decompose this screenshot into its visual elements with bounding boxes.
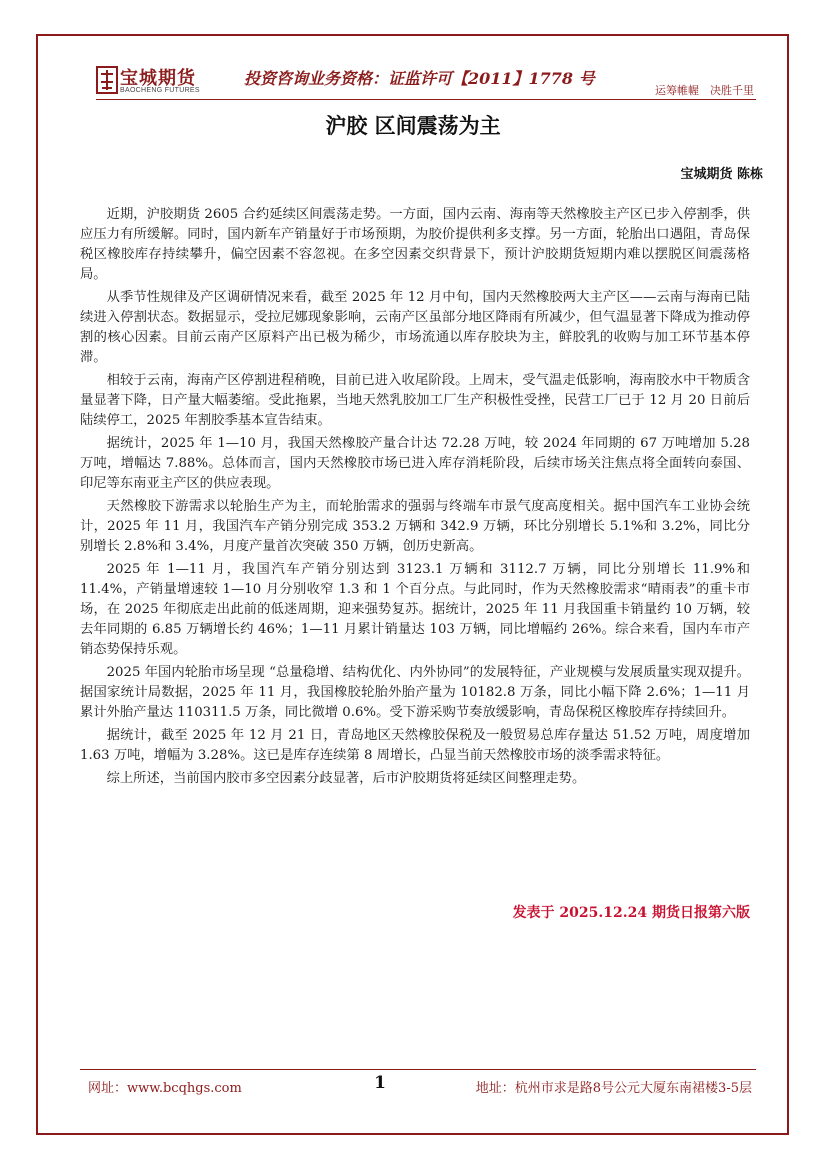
footer-divider xyxy=(80,1069,756,1070)
page-number: 1 xyxy=(374,1073,386,1093)
header-divider xyxy=(96,99,756,100)
publication-note: 发表于 2025.12.24 期货日报第六版 xyxy=(512,905,750,921)
paragraph: 综上所述，当前国内胶市多空因素分歧显著，后市沪胶期货将延续区间整理走势。 xyxy=(106,771,586,786)
paragraph: 2025 年国内轮胎市场呈现 “总量稳增、结构优化、内外协同”的发展特征，产业规模与发展质量实现双提升。据国家统计局数据，2025 年 11 月，我国橡胶轮胎外胎产量为 10182.8 万条，同比小幅下降 2.6%；1—11 月累计外胎产量达 110311.5 万条，同比微增 0.6%。受下游采购节奏放缓影响，青岛保税区橡胶库存持续回升。 xyxy=(80,665,750,720)
paragraph: 相较于云南，海南产区停割进程稍晚，目前已进入收尾阶段。上周末，受气温走低影响，海南胶水中干物质含量显著下降，日产量大幅萎缩。受此拖累，当地天然乳胶加工厂生产积极性受挫，民营工厂已于 12 月 20 日前后陆续停工，2025 年割胶季基本宣告结束。 xyxy=(80,373,750,428)
logo-chinese-name: 宝城期货 xyxy=(120,68,196,89)
logo-english-name: BAOCHENG FUTURES xyxy=(120,87,200,94)
paragraph: 2025 年 1—11 月，我国汽车产销分别达到 3123.1 万辆和 3112.7 万辆，同比分别增长 11.9%和 11.4%，产销量增速较 1—10 月分别收窄 1.3 和 1 个百分点。与此同时，作为天然橡胶需求“晴雨表”的重卡市场，在 2025 年彻底走出此前的低迷周期，迎来强势复苏。据统计，2025 年 11 月我国重卡销量约 10 万辆，较去年同期的 6.85 万辆增长约 46%；1—11 月累计销量达 103 万辆，同比增幅约 26%。综合来看，国内车市产销态势保持乐观。 xyxy=(80,562,750,657)
page-header xyxy=(96,64,756,100)
logo-mark-icon xyxy=(96,66,118,94)
paragraph: 近期，沪胶期货 2605 合约延续区间震荡走势。一方面，国内云南、海南等天然橡胶主产区已步入停割季，供应压力有所缓解。同时，国内新车产销量好于市场预期，为胶价提供利多支撑。另一方面，轮胎出口遇阻，青岛保税区橡胶库存持续攀升，偏空因素不容忽视。在多空因素交织背景下，预计沪胶期货短期内难以摆脱区间震荡格局。 xyxy=(80,207,750,282)
page-footer xyxy=(80,1073,756,1097)
paragraph: 据统计，2025 年 1—10 月，我国天然橡胶产量合计达 72.28 万吨，较 2024 年同期的 67 万吨增加 5.28 万吨，增幅达 7.88%。总体而言，国内天然橡胶市场已进入库存消耗阶段，后续市场关注焦点将全面转向泰国、印尼等东南亚主产区的供应表现。 xyxy=(80,436,750,491)
paragraph: 据统计，截至 2025 年 12 月 21 日，青岛地区天然橡胶保税及一般贸易总库存量达 51.52 万吨，周度增加 1.63 万吨，增幅为 3.28%。这已是库存连续第 8 周增长，凸显当前天然橡胶市场的淡季需求特征。 xyxy=(80,728,750,763)
qualification-statement: 投资咨询业务资格：证监许可【2011】1778 号 xyxy=(244,69,595,88)
paragraph: 从季节性规律及产区调研情况来看，截至 2025 年 12 月中旬，国内天然橡胶两大主产区——云南与海南已陆续进入停割状态。数据显示，受拉尼娜现象影响，云南产区虽部分地区降雨有所减少，但气温显著下降成为推动停割的核心因素。目前云南产区原料产出已极为稀少，市场流通以库存胶块为主，鲜胶乳的收购与加工环节基本停滞。 xyxy=(80,290,750,365)
article-body xyxy=(80,205,750,792)
article-byline: 宝城期货 陈栋 xyxy=(680,167,763,182)
paragraph: 天然橡胶下游需求以轮胎生产为主，而轮胎需求的强弱与终端车市景气度高度相关。据中国汽车工业协会统计，2025 年 11 月，我国汽车产销分别完成 353.2 万辆和 342.9 万辆，环比分别增长 5.1%和 3.2%，同比分别增长 2.8%和 3.4%，月度产量首次突破 350 万辆，创历史新高。 xyxy=(80,499,750,554)
company-logo xyxy=(96,64,206,98)
article-title: 沪胶 区间震荡为主 xyxy=(325,114,501,138)
company-slogan: 运筹帷幄 决胜千里 xyxy=(655,84,754,97)
footer-address: 地址：杭州市求是路8号公元大厦东南裙楼3-5层 xyxy=(475,1081,752,1096)
footer-website[interactable]: 网址：www.bcqhgs.com xyxy=(88,1081,242,1096)
